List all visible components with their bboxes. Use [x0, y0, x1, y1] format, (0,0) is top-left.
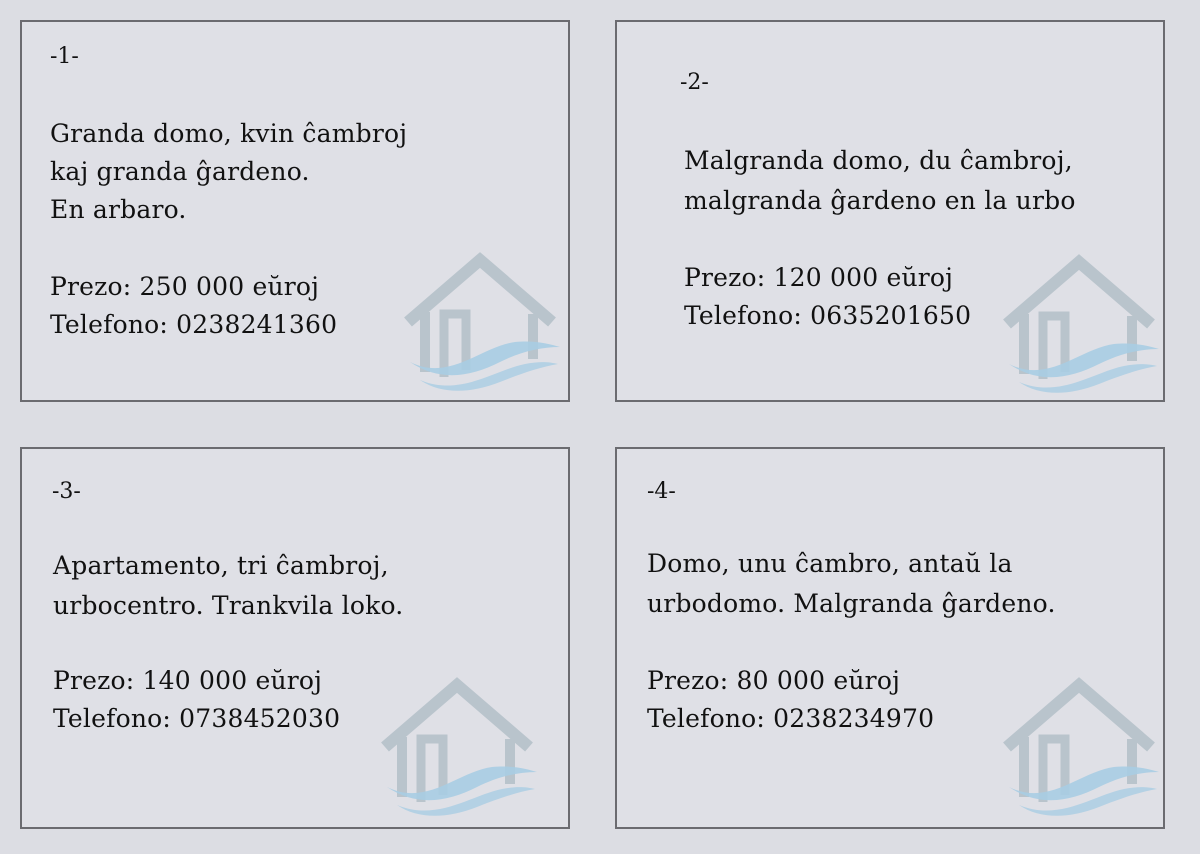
listing-description-line: urbocentro. Trankvila loko.: [53, 591, 404, 620]
listing-number: -4-: [647, 479, 676, 504]
listing-number: -3-: [52, 479, 81, 504]
listing-phone: Telefono: 0238234970: [647, 704, 935, 733]
listing-phone: Telefono: 0635201650: [684, 301, 972, 330]
listing-description-line: malgranda ĝardeno en la urbo: [684, 186, 1076, 215]
listing-card-2: [615, 20, 1165, 402]
listing-price: Prezo: 120 000 eŭroj: [684, 263, 954, 292]
listing-description-line: Domo, unu ĉambro, antaŭ la: [647, 549, 1013, 578]
listing-description-line: Granda domo, kvin ĉambroj: [50, 119, 408, 148]
listing-phone: Telefono: 0738452030: [53, 704, 341, 733]
listing-number: -1-: [50, 44, 79, 69]
house-with-waves-icon: [400, 252, 565, 397]
listing-card-1: [20, 20, 570, 402]
listing-price: Prezo: 250 000 eŭroj: [50, 272, 320, 301]
listing-card-3: [20, 447, 570, 829]
listing-description-line: Apartamento, tri ĉambroj,: [53, 551, 389, 580]
listing-phone: Telefono: 0238241360: [50, 310, 338, 339]
listing-number: -2-: [680, 70, 709, 95]
listing-price: Prezo: 140 000 eŭroj: [53, 666, 323, 695]
listing-description-line: Malgranda domo, du ĉambroj,: [684, 146, 1073, 175]
house-with-waves-icon: [999, 677, 1164, 822]
house-with-waves-icon: [377, 677, 542, 822]
house-with-waves-icon: [999, 254, 1164, 399]
listing-card-4: [615, 447, 1165, 829]
listing-description-line: kaj granda ĝardeno.: [50, 157, 310, 186]
listing-price: Prezo: 80 000 eŭroj: [647, 666, 901, 695]
listing-description-line: urbodomo. Malgranda ĝardeno.: [647, 589, 1056, 618]
listing-description-line: En arbaro.: [50, 195, 187, 224]
